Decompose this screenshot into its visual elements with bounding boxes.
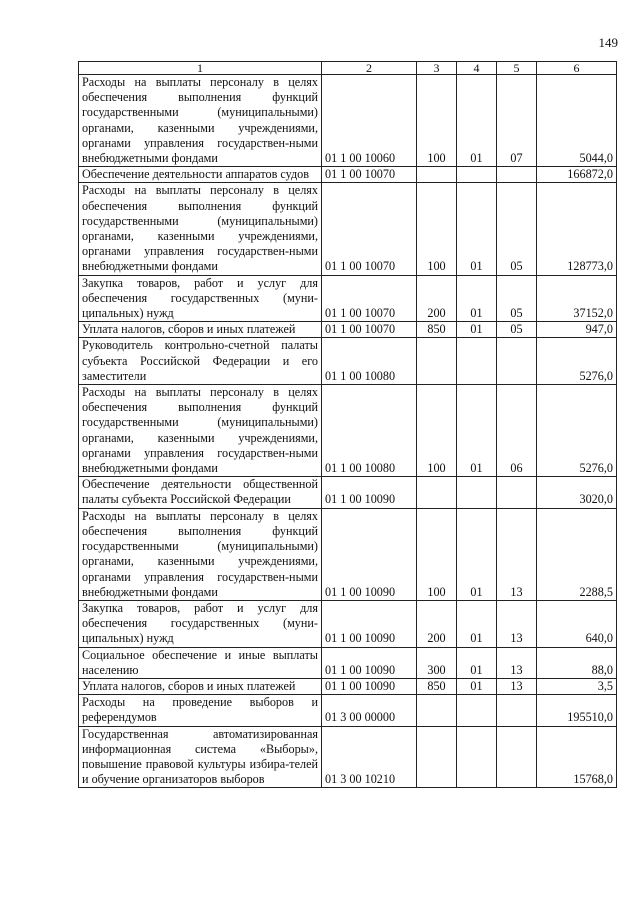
cell-subsection: 07 (497, 75, 537, 167)
cell-subsection (497, 695, 537, 726)
table-row (79, 322, 617, 338)
cell-section: 01 (457, 183, 497, 275)
table-row (79, 695, 617, 726)
cell-code: 01 1 00 10090 (322, 508, 417, 600)
table-row (79, 600, 617, 647)
cell-name: Обеспечение деятельности аппаратов судов (79, 167, 322, 183)
cell-amount: 3020,0 (537, 477, 617, 508)
cell-code: 01 1 00 10090 (322, 477, 417, 508)
cell-name: Социальное обеспечение и иные выплаты населению (79, 647, 322, 678)
budget-table (78, 61, 617, 788)
cell-expense-type: 850 (417, 678, 457, 694)
cell-subsection (497, 338, 537, 385)
cell-code: 01 1 00 10070 (322, 183, 417, 275)
cell-subsection (497, 167, 537, 183)
cell-name: Государственная автоматизированная информационная система «Выборы», повышение правовой культуры избира-телей и обучение организаторов выборов (79, 726, 322, 788)
column-header-sum: 6 (537, 62, 617, 75)
cell-expense-type (417, 477, 457, 508)
cell-section (457, 695, 497, 726)
cell-subsection: 13 (497, 508, 537, 600)
cell-expense-type (417, 167, 457, 183)
cell-subsection: 05 (497, 275, 537, 322)
cell-code: 01 1 00 10070 (322, 167, 417, 183)
cell-subsection: 13 (497, 647, 537, 678)
cell-section: 01 (457, 678, 497, 694)
cell-name: Уплата налогов, сборов и иных платежей (79, 322, 322, 338)
table-row (79, 477, 617, 508)
cell-expense-type: 200 (417, 600, 457, 647)
cell-amount: 88,0 (537, 647, 617, 678)
cell-name: Закупка товаров, работ и услуг для обеспечения государственных (муни-ципальных) нужд (79, 600, 322, 647)
cell-name: Расходы на выплаты персоналу в целях обеспечения выполнения функций государственными (муниципальными) органами, казенными учреждениями, органами управления государствен-ными внебюджетными фондами (79, 508, 322, 600)
cell-code: 01 1 00 10090 (322, 600, 417, 647)
cell-name: Закупка товаров, работ и услуг для обеспечения государственных (муни-ципальных) нужд (79, 275, 322, 322)
cell-expense-type: 100 (417, 183, 457, 275)
cell-code: 01 1 00 10070 (322, 322, 417, 338)
cell-expense-type (417, 695, 457, 726)
cell-section (457, 477, 497, 508)
cell-amount: 37152,0 (537, 275, 617, 322)
cell-code: 01 1 00 10090 (322, 647, 417, 678)
cell-expense-type: 100 (417, 508, 457, 600)
cell-amount: 166872,0 (537, 167, 617, 183)
cell-code: 01 1 00 10080 (322, 338, 417, 385)
cell-amount: 5044,0 (537, 75, 617, 167)
cell-section: 01 (457, 508, 497, 600)
column-header-code: 2 (322, 62, 417, 75)
cell-subsection (497, 477, 537, 508)
cell-section: 01 (457, 275, 497, 322)
table-row (79, 726, 617, 788)
cell-name: Обеспечение деятельности общественной палаты субъекта Российской Федерации (79, 477, 322, 508)
cell-subsection: 13 (497, 678, 537, 694)
cell-code: 01 1 00 10060 (322, 75, 417, 167)
table-row (79, 75, 617, 167)
column-header-vr: 3 (417, 62, 457, 75)
cell-subsection: 05 (497, 322, 537, 338)
cell-section: 01 (457, 385, 497, 477)
cell-section: 01 (457, 75, 497, 167)
cell-code: 01 3 00 10210 (322, 726, 417, 788)
table-row (79, 275, 617, 322)
cell-expense-type: 100 (417, 385, 457, 477)
cell-amount: 3,5 (537, 678, 617, 694)
cell-amount: 5276,0 (537, 338, 617, 385)
column-header-pr: 5 (497, 62, 537, 75)
cell-expense-type (417, 726, 457, 788)
cell-section: 01 (457, 600, 497, 647)
cell-subsection: 05 (497, 183, 537, 275)
table-row (79, 678, 617, 694)
cell-expense-type: 300 (417, 647, 457, 678)
cell-code: 01 1 00 10070 (322, 275, 417, 322)
table-row (79, 338, 617, 385)
table-row (79, 167, 617, 183)
cell-amount: 128773,0 (537, 183, 617, 275)
cell-amount: 640,0 (537, 600, 617, 647)
table-header-row (79, 62, 617, 75)
cell-amount: 2288,5 (537, 508, 617, 600)
cell-amount: 15768,0 (537, 726, 617, 788)
cell-name: Уплата налогов, сборов и иных платежей (79, 678, 322, 694)
table-row (79, 183, 617, 275)
cell-code: 01 1 00 10080 (322, 385, 417, 477)
table-body (79, 75, 617, 788)
cell-amount: 195510,0 (537, 695, 617, 726)
table-row (79, 647, 617, 678)
cell-section (457, 726, 497, 788)
page-number: 149 (598, 35, 618, 50)
cell-section (457, 338, 497, 385)
column-header-rz: 4 (457, 62, 497, 75)
cell-name: Расходы на выплаты персоналу в целях обеспечения выполнения функций государственными (муниципальными) органами, казенными учреждениями, органами управления государствен-ными внебюджетными фондами (79, 75, 322, 167)
cell-section: 01 (457, 322, 497, 338)
cell-expense-type (417, 338, 457, 385)
cell-section (457, 167, 497, 183)
cell-subsection: 06 (497, 385, 537, 477)
cell-expense-type: 200 (417, 275, 457, 322)
table-row (79, 385, 617, 477)
cell-amount: 947,0 (537, 322, 617, 338)
cell-name: Расходы на выплаты персоналу в целях обеспечения выполнения функций государственными (муниципальными) органами, казенными учреждениями, органами управления государствен-ными внебюджетными фондами (79, 385, 322, 477)
cell-subsection: 13 (497, 600, 537, 647)
cell-expense-type: 100 (417, 75, 457, 167)
cell-subsection (497, 726, 537, 788)
table-row (79, 508, 617, 600)
cell-section: 01 (457, 647, 497, 678)
cell-name: Руководитель контрольно-счетной палаты субъекта Российской Федерации и его заместители (79, 338, 322, 385)
cell-amount: 5276,0 (537, 385, 617, 477)
cell-name: Расходы на проведение выборов и референдумов (79, 695, 322, 726)
cell-code: 01 1 00 10090 (322, 678, 417, 694)
cell-name: Расходы на выплаты персоналу в целях обеспечения выполнения функций государственными (муниципальными) органами, казенными учреждениями, органами управления государствен-ными внебюджетными фондами (79, 183, 322, 275)
column-header-name: 1 (79, 62, 322, 75)
cell-code: 01 3 00 00000 (322, 695, 417, 726)
cell-expense-type: 850 (417, 322, 457, 338)
